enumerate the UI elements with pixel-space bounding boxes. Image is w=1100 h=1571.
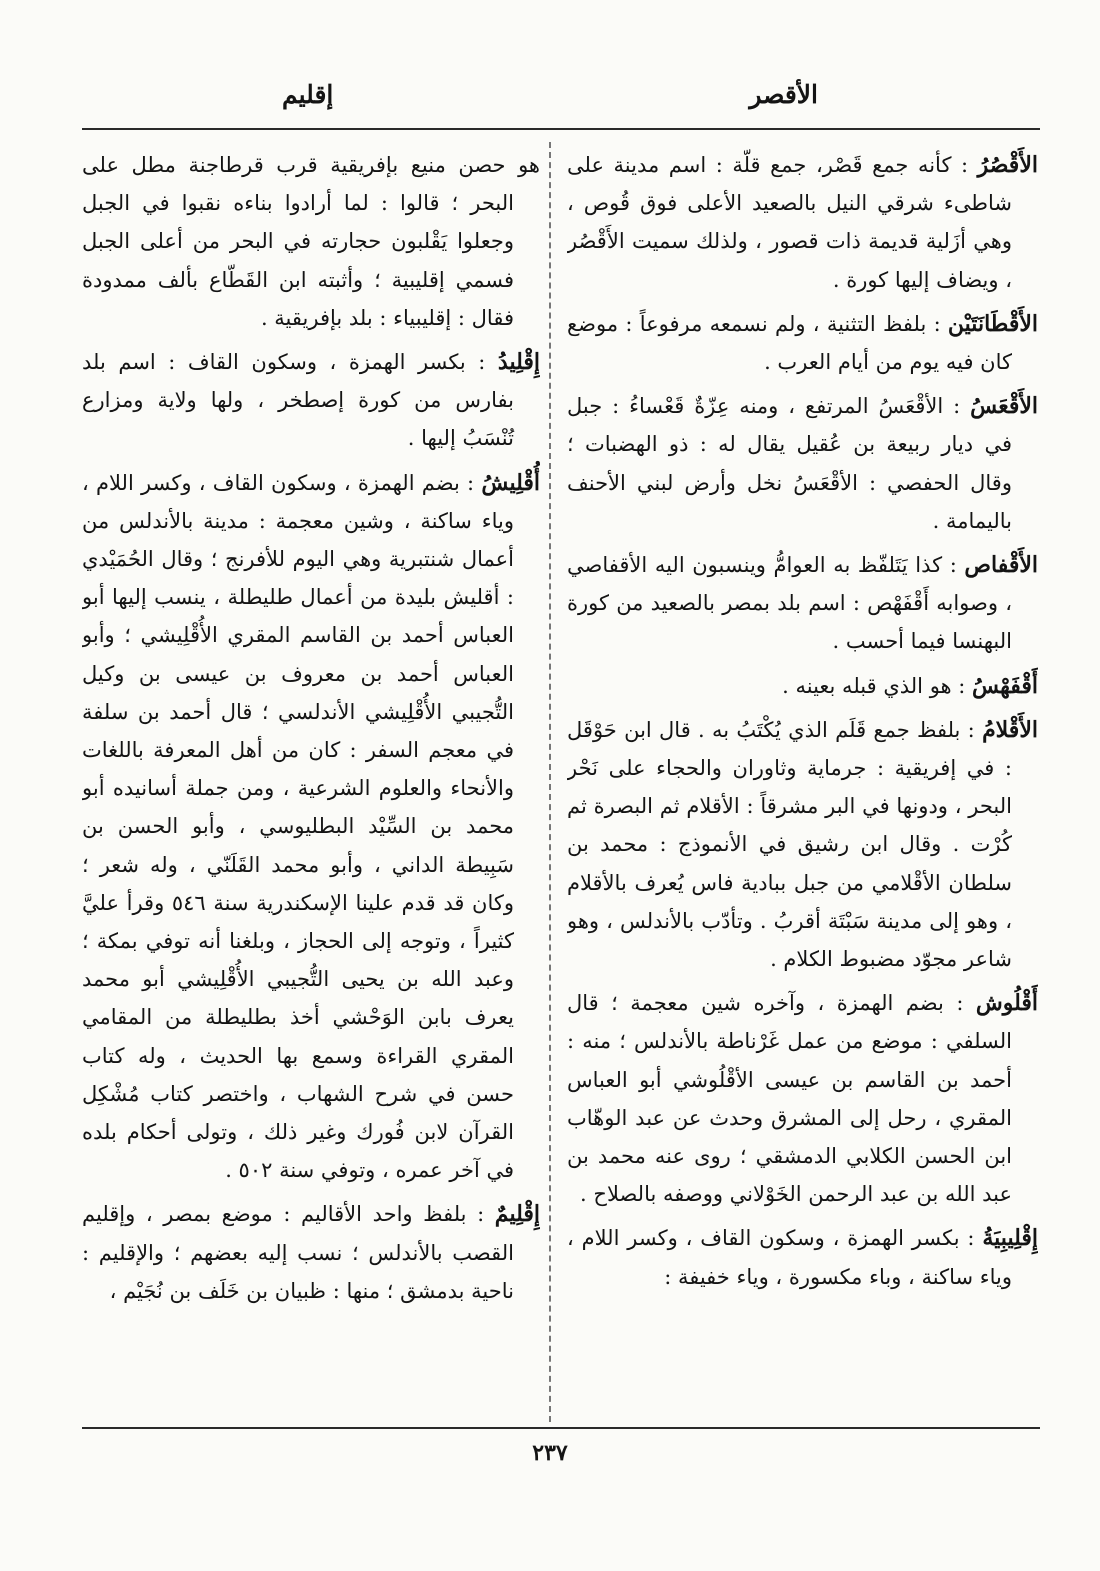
entry-text: هو حصن منيع بإفريقية قرب قرطاجنة مطل على البحر ؛ قالوا : لما أرادوا بناءه نقبوا في الجبل وجعلوا يَقْلبون حجارته في البحر من أعلى الجبل فسمي إقليبية ؛ وأثبته ابن القَطّاع بألف ممدودة فقال : إقليبياء : بلد بإفريقية . bbox=[82, 153, 540, 330]
entry-headword: الأَقْلامُ bbox=[982, 716, 1038, 743]
top-rule bbox=[82, 128, 1040, 130]
entry-headword: الأَقْعَسُ bbox=[970, 393, 1038, 420]
entry-headword: إِقْلِيدُ bbox=[497, 349, 540, 376]
entry-headword: إِقْلِيمٌ bbox=[494, 1201, 540, 1228]
right-column bbox=[567, 146, 1038, 1424]
dictionary-entry bbox=[567, 667, 1038, 705]
entry-text: : بلفظ جمع قَلَم الذي يُكْتَبُ به . قال ابن حَوْقَل : في إفريقية : جرماية وثاوران والحجاء على نَحْر البحر ، ودونها في البر مشرقاً : الأقلام ثم البصرة ثم كُرْت . وقال ابن رشيق في الأنموذج : محمد بن سلطان الأقْلامي من جبل ببادية فاس يُعرف بالأقلام ، وهو إلى مدينة سَبْتَة أقربُ . وتأدّب بالأندلس ، وهو شاعر مجوّد مضبوط الكلام . bbox=[567, 717, 1012, 972]
entry-headword: أَقْلُوش bbox=[975, 990, 1038, 1017]
running-head-right: الأقصر bbox=[749, 80, 818, 109]
dictionary-entry bbox=[567, 387, 1038, 540]
left-column bbox=[82, 146, 540, 1424]
entry-text: : بكسر الهمزة ، وسكون القاف ، وكسر اللام ، وياء ساكنة ، وباء مكسورة ، وياء خفيفة : bbox=[567, 1226, 1012, 1289]
dictionary-entry bbox=[82, 464, 540, 1190]
dictionary-entry bbox=[567, 1219, 1038, 1295]
dictionary-entry bbox=[82, 1195, 540, 1310]
entry-text: : بضم الهمزة ، وآخره شين معجمة ؛ قال السلفي : موضع من عمل غَرْناطة بالأندلس ؛ منه : أحمد بن القاسم بن عيسى الأقْلُوشي أبو العباس المقري ، رحل إلى المشرق وحدث عن عبد الوهّاب ابن الحسن الكلابي الدمشقي ؛ روى عنه محمد بن عبد الله بن عبد الرحمن الخَوْلاني ووصفه بالصلاح . bbox=[567, 991, 1012, 1207]
entry-text: : بكسر الهمزة ، وسكون القاف : اسم بلد بفارس من كورة إصطخر ، ولها ولاية ومزارع تُنْسَبُ إليها . bbox=[82, 350, 514, 451]
dictionary-entry bbox=[567, 546, 1038, 661]
column-divider bbox=[549, 142, 551, 1422]
entry-text: : هو الذي قبله بعينه . bbox=[782, 673, 973, 698]
dictionary-entry bbox=[567, 305, 1038, 381]
dictionary-entry bbox=[567, 984, 1038, 1213]
dictionary-entry-continuation bbox=[82, 146, 540, 337]
running-head-left: إقليم bbox=[282, 80, 334, 109]
entry-headword: الأَقْفاص bbox=[964, 552, 1038, 579]
entry-text: : كذا يَتَلفّظ به العوامُّ وينسبون اليه الأقفاصي ، وصوابه أَقْفَهْص : اسم بلد بمصر بالصعيد من كورة البهنسا فيما أحسب . bbox=[567, 553, 1012, 654]
entry-headword: الأَقْصُرُ bbox=[977, 152, 1038, 178]
dictionary-entry bbox=[567, 711, 1038, 978]
entry-text: : بضم الهمزة ، وسكون القاف ، وكسر اللام ، وياء ساكنة ، وشين معجمة : مدينة بالأندلس من أعمال شنتبرية وهي اليوم للأفرنج ؛ وقال الحُمَيْدي : أقليش بليدة من أعمال طليطلة ، ينسب إليها أبو العباس أحمد بن القاسم المقري الأُقْلِيشي ؛ وأبو العباس أحمد بن معروف بن عيسى بن وكيل التُّجيبي الأُقْلِيشي الأندلسي ؛ قال أحمد بن سلفة في معجم السفر : كان من أهل المعرفة باللغات والأنحاء والعلوم الشرعية ، ومن جملة أسانيده أبو محمد بن السِّيْد البطليوسي ، وأبو الحسن بن سَبِيطة الداني ، وأبو محمد القَلَنّي ، وله شعر ؛ وكان قد قدم علينا الإسكندرية سنة ٥٤٦ وقرأ عليَّ كثيراً ، وتوجه إلى الحجاز ، وبلغنا أنه توفي بمكة ؛ وعبد الله بن يحيى التُّجيبي الأُقْلِيشي أبو محمد يعرف بابن الوَحْشي أخذ بطليطلة من المقامي المقري القراءة وسمع بها الحديث ، وله كتاب حسن في شرح الشهاب ، واختصر كتاب مُشْكِل القرآن لابن فُورك وغير ذلك ، وتولى أحكام بلده في آخر عمره ، وتوفي سنة ٥٠٢ . bbox=[82, 470, 515, 1183]
entry-text: : بلفظ التثنية ، ولم نسمعه مرفوعاً : موضع كان فيه يوم من أيام العرب . bbox=[567, 311, 1012, 375]
dictionary-entry bbox=[82, 343, 540, 458]
entry-headword: أَقْفَهْسُ bbox=[972, 672, 1038, 699]
dictionary-entry bbox=[567, 146, 1038, 299]
entry-text: : كأنه جمع قَصْر، جمع قلّة : اسم مدينة على شاطىء شرقي النيل بالصعيد الأعلى فوق قُوص ، وهي أزَلية قديمة ذات قصور ، ولذلك سميت الأَقْصُر ، ويضاف إليها كورة . bbox=[567, 153, 1012, 292]
entry-headword: إِقْلِيبِيَةُ bbox=[982, 1225, 1038, 1252]
entry-headword: أُقْلِيشُ bbox=[481, 469, 540, 496]
entry-text: : بلفظ واحد الأقاليم : موضع بمصر ، وإقليم القصب بالأندلس ؛ نسب إليه بعضهم ؛ والإقليم : ناحية بدمشق ؛ منها : ظبيان بن خَلَف بن نُجَيْم ، bbox=[82, 1202, 514, 1303]
page-number: ٢٣٧ bbox=[532, 1440, 568, 1466]
bottom-rule bbox=[82, 1427, 1040, 1429]
entry-headword: الأَقْطَانَتَيْن bbox=[947, 310, 1038, 337]
entry-text: : الأقْعَسُ المرتفع ، ومنه عِزّةٌ قَعْساءُ : جبل في ديار ربيعة بن عُقيل يقال له : ذو الهضبات ؛ وقال الحفصي : الأقْعَسُ نخل وأرض لبني الأحنف باليمامة . bbox=[567, 394, 1012, 533]
